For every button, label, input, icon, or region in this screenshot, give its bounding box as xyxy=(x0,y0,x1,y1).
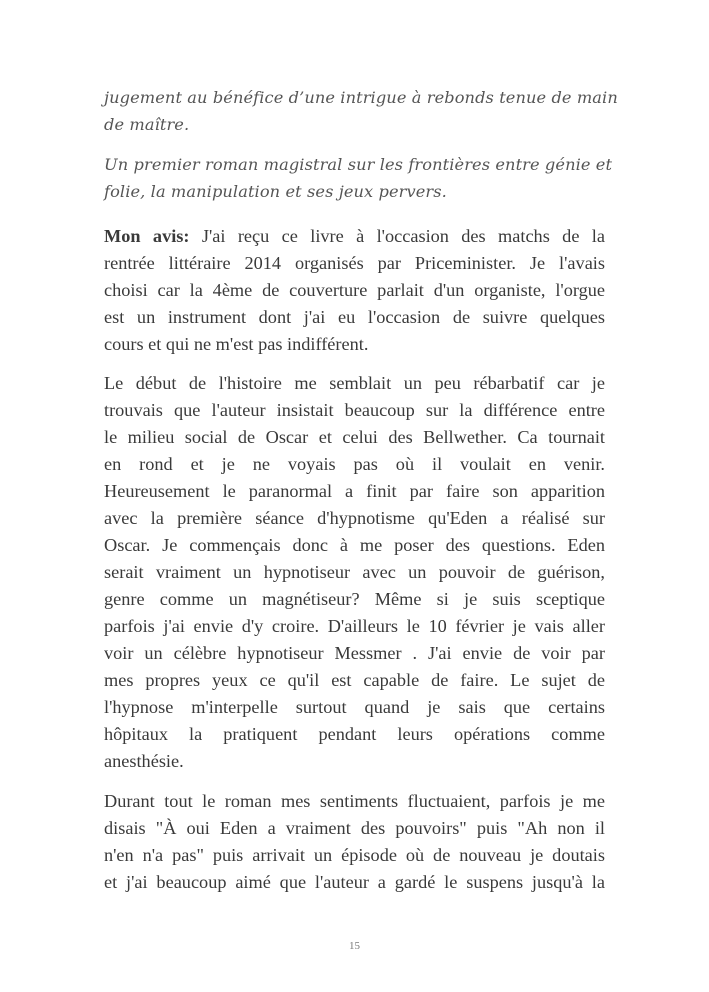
text-line: parfois j'ai envie d'y croire. D'ailleurs le 10 février je vais aller xyxy=(104,616,605,636)
page-number: 15 xyxy=(349,940,360,952)
italic-summary-paragraph-1 xyxy=(104,84,618,138)
text-line: est un instrument dont j'ai eu l'occasion de suivre quelques xyxy=(104,307,605,327)
text-line: Oscar. Je commençais donc à me poser des questions. Eden xyxy=(104,535,605,555)
text-line: jugement au bénéfice d’une intrigue à rebonds tenue de main xyxy=(104,88,618,107)
review-paragraph-feelings xyxy=(104,788,605,896)
text-line: serait vraiment un hypnotiseur avec un pouvoir de guérison, xyxy=(104,562,605,582)
text-line: disais "À oui Eden a vraiment des pouvoirs" puis "Ah non il xyxy=(104,818,605,838)
review-paragraph-story xyxy=(104,370,605,775)
text-line: avec la première séance d'hypnotisme qu'Eden a réalisé sur xyxy=(104,508,605,528)
text-line: Le début de l'histoire me semblait un peu rébarbatif car je xyxy=(104,373,605,393)
text-line: Durant tout le roman mes sentiments fluctuaient, parfois je me xyxy=(104,791,605,811)
text-line: mes propres yeux ce qu'il est capable de faire. Le sujet de xyxy=(104,670,605,690)
text-line: n'en n'a pas" puis arrivait un épisode où de nouveau je doutais xyxy=(104,845,605,865)
text-line: trouvais que l'auteur insistait beaucoup sur la différence entre xyxy=(104,400,605,420)
text-line: voir un célèbre hypnotiseur Messmer . J'ai envie de voir par xyxy=(104,643,605,663)
text-line xyxy=(104,223,605,250)
text-line: genre comme un magnétiseur? Même si je suis sceptique xyxy=(104,589,605,609)
text-line: et j'ai beaucoup aimé que l'auteur a gardé le suspens jusqu'à la xyxy=(104,872,605,892)
text-line: cours et qui ne m'est pas indifférent. xyxy=(104,334,369,354)
text-line: folie, la manipulation et ses jeux pervers. xyxy=(104,182,447,201)
text-line: le milieu social de Oscar et celui des Bellwether. Ca tournait xyxy=(104,427,605,447)
text-line: anesthésie. xyxy=(104,751,184,771)
text-fragment: J'ai reçu ce livre à l'occasion des matchs de la xyxy=(189,226,605,246)
review-paragraph-opinion xyxy=(104,223,605,358)
text-line: Un premier roman magistral sur les frontières entre génie et xyxy=(104,155,613,174)
review-heading-label: Mon avis: xyxy=(104,226,190,246)
text-line: rentrée littéraire 2014 organisés par Priceminister. Je l'avais xyxy=(104,253,605,273)
text-line: choisi car la 4ème de couverture parlait d'un organiste, l'orgue xyxy=(104,280,605,300)
text-line: Heureusement le paranormal a finit par faire son apparition xyxy=(104,481,605,501)
text-line: en rond et je ne voyais pas où il voulait en venir. xyxy=(104,454,605,474)
text-line: de maître. xyxy=(104,115,190,134)
text-line: hôpitaux la pratiquent pendant leurs opérations comme xyxy=(104,724,605,744)
text-line: l'hypnose m'interpelle surtout quand je sais que certains xyxy=(104,697,605,717)
italic-summary-paragraph-2 xyxy=(104,151,613,205)
